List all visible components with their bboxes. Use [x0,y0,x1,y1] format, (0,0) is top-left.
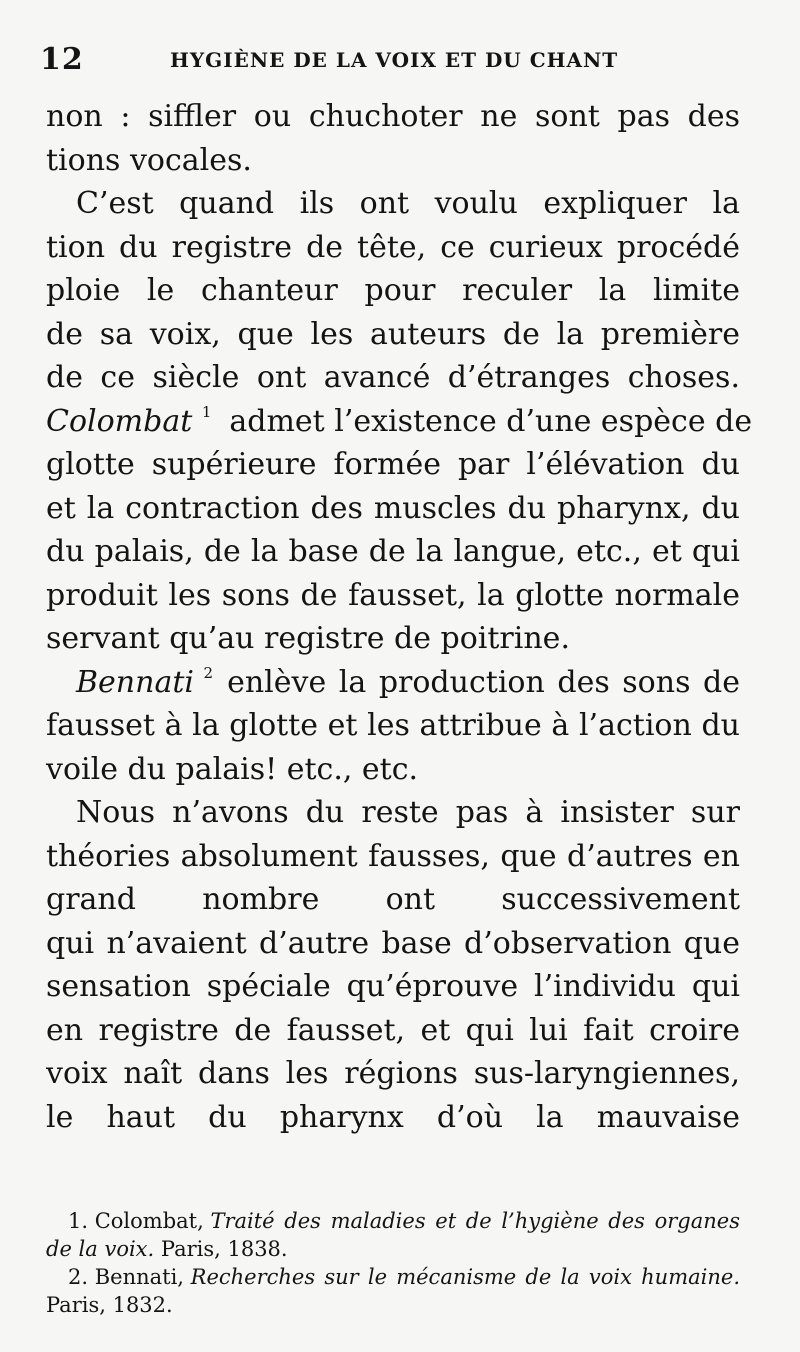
footnote-1 [46,1207,740,1235]
text-line-rest: admet l’existence d’une espèce de [229,403,753,439]
text-line [46,400,753,444]
footnote-ref: 1 [201,402,212,421]
text-line: tions vocales. [46,142,252,178]
text-line: C’est quand ils ont voulu expliquer la [76,186,740,221]
author-bennati [76,661,213,705]
footnote-title: de la voix. [46,1237,155,1261]
author-name: Bennati [76,664,194,700]
text-line: et la contraction des muscles du pharynx, du [46,490,740,526]
author-name: Colombat [46,403,193,439]
text-line: grand nombre ont successivement [46,882,740,917]
footnote-1-cont [46,1235,740,1263]
footnote-2-cont: Paris, 1832. [46,1293,173,1317]
page-header [40,42,750,78]
text-line: théories absolument fausses, que d’autres en [46,838,740,874]
text-line: voile du palais! etc., etc. [46,751,419,787]
footnotes [46,1207,740,1319]
text-line: produit les sons de fausset, la glotte normale [46,577,740,613]
text-line: sensation spéciale qu’éprouve l’individu qui [46,969,740,1004]
text-line: de sa voix, que les auteurs de la première [46,316,740,352]
footnote-text: Paris, 1838. [154,1237,288,1261]
text-line: le haut du pharynx d’où la mauvaise [46,1099,740,1135]
footnote-text: 2. Bennati, [68,1265,191,1289]
text-line: tion du registre de tête, ce curieux procédé [46,229,740,265]
text-line [46,661,740,705]
text-line-rest: enlève la production des sons de [227,664,740,700]
running-title: HYGIÈNE DE LA VOIX ET DU CHANT [170,48,619,72]
footnote-title: Recherches sur le mécanisme de la voix humaine. [190,1265,740,1289]
text-line: glotte supérieure formée par l’élévation du [46,447,740,482]
text-line: ploie le chanteur pour reculer la limite [46,273,740,308]
text-line: Nous n’avons du reste pas à insister sur [76,795,740,830]
text-line: de ce siècle ont avancé d’étranges choses. [46,360,740,395]
footnote-ref: 2 [203,663,214,682]
body-text [46,95,753,1139]
text-line: qui n’avaient d’autre base d’observation que [46,925,740,961]
text-line: non : siffler ou chuchoter ne sont pas des [46,99,740,134]
text-line: du palais, de la base de la langue, etc., et qui [46,534,740,569]
footnote-text: 1. Colombat, [68,1209,211,1233]
page-number: 12 [40,42,84,77]
footnote-title: Traité des maladies et de l’hygiène des organes [210,1209,740,1233]
text-line: voix naît dans les régions sus-laryngiennes, [46,1056,740,1091]
text-line: servant qu’au registre de poitrine. [46,621,570,656]
author-colombat [46,400,211,444]
text-line: fausset à la glotte et les attribue à l’action du [46,708,740,743]
text-line: en registre de fausset, et qui lui fait croire [46,1012,740,1048]
footnote-2 [46,1263,740,1291]
